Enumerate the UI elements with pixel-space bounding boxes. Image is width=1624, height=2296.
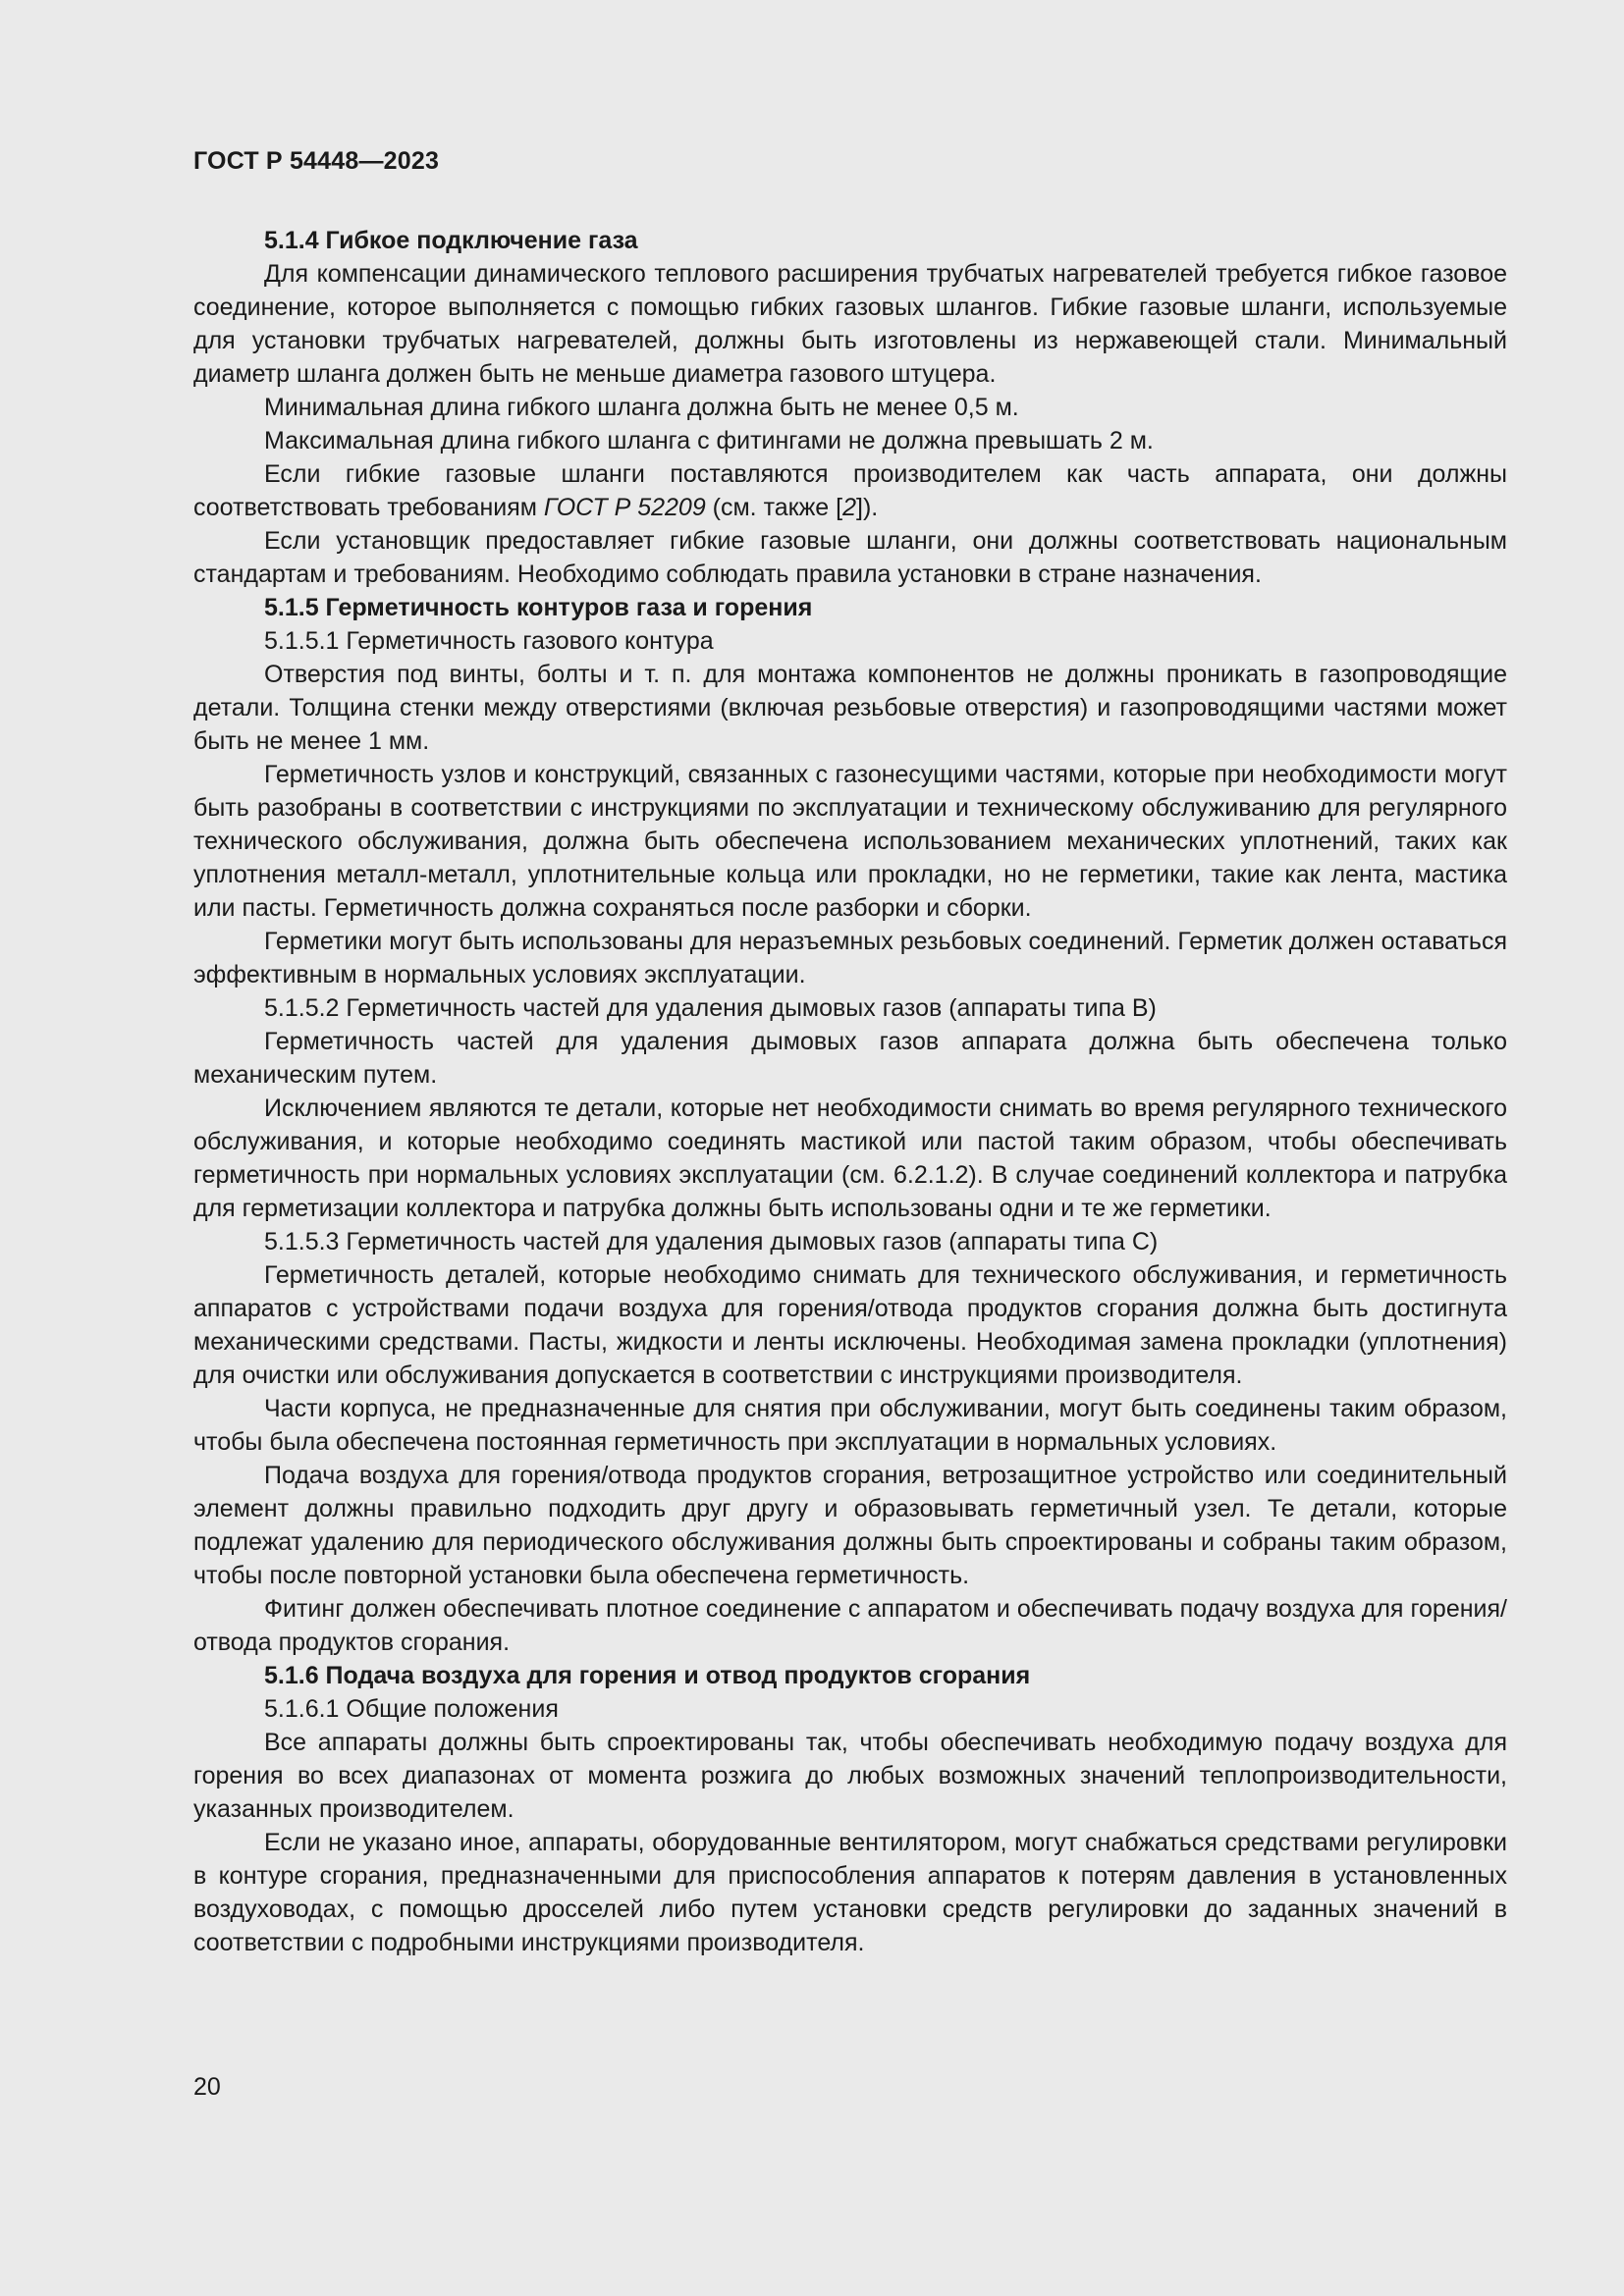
paragraph: Герметичность узлов и конструкций, связанных с газонесущими частями, которые при необходимости могут быть разобраны в соответствии с инструкциями по эксплуатации и техническому обслуживанию для регулярного технического обслуживания, должна быть обеспечена использованием механических уплотнений, таких как уплотнения металл-металл, уплотнительные кольца или прокладки, но не герметики, такие как лента, мастика или пасты. Герметичность должна сохраняться после разборки и сборки. <box>193 761 1507 922</box>
subsection-heading-5-1-5-1: 5.1.5.1 Герметичность газового контура <box>264 627 714 655</box>
section-heading-5-1-6: 5.1.6 Подача воздуха для горения и отвод продуктов сгорания <box>264 1662 1031 1689</box>
subsection-heading-5-1-5-2: 5.1.5.2 Герметичность частей для удаления дымовых газов (аппараты типа В) <box>264 994 1157 1022</box>
subsection-heading-5-1-6-1: 5.1.6.1 Общие положения <box>264 1695 559 1723</box>
section-heading-5-1-4: 5.1.4 Гибкое подключение газа <box>264 227 638 254</box>
paragraph: Исключением являются те детали, которые нет необходимости снимать во время регулярного технического обслуживания, и которые необходимо соединять мастикой или пастой таким образом, чтобы обеспечивать герметичность при нормальных условиях эксплуатации (см. 6.2.1.2). В случае соединений коллектора и патрубка для герметизации коллектора и патрубка должны быть использованы одни и те же герметики. <box>193 1095 1507 1222</box>
paragraph: Части корпуса, не предназначенные для снятия при обслуживании, могут быть соединены таким образом, чтобы была обеспечена постоянная герметичность при эксплуатации в нормальных условиях. <box>193 1395 1507 1456</box>
paragraph: Максимальная длина гибкого шланга с фитингами не должна превышать 2 м. <box>264 427 1154 454</box>
subsection-heading-5-1-5-3: 5.1.5.3 Герметичность частей для удаления дымовых газов (аппараты типа С) <box>264 1228 1159 1255</box>
bibliography-reference: 2 <box>842 494 857 521</box>
paragraph: Все аппараты должны быть спроектированы так, чтобы обеспечивать необходимую подачу воздуха для горения во всех диапазонах от момента розжига до любых возможных значений теплопроизводительности, указанных производителем. <box>193 1729 1507 1823</box>
paragraph: Подача воздуха для горения/отвода продуктов сгорания, ветрозащитное устройство или соединительный элемент должны правильно подходить друг другу и образовывать герметичный узел. Те детали, которые подлежат удалению для периодического обслуживания должны быть спроектированы и собраны таким образом, чтобы после повторной установки была обеспечена герметичность. <box>193 1462 1507 1589</box>
document-header: ГОСТ Р 54448—2023 <box>193 147 440 175</box>
document-body <box>193 224 1507 1959</box>
paragraph: Для компенсации динамического теплового расширения трубчатых нагревателей требуется гибкое газовое соединение, которое выполняется с помощью гибких газовых шлангов. Гибкие газовые шланги, используемые для установки трубчатых нагревателей, должны быть изготовлены из нержавеющей стали. Минимальный диаметр шланга должен быть не меньше диаметра газового штуцера. <box>193 260 1507 388</box>
paragraph: Герметики могут быть использованы для неразъемных резьбовых соединений. Герметик должен оставаться эффективным в нормальных условиях эксплуатации. <box>193 928 1507 988</box>
paragraph: Если установщик предоставляет гибкие газовые шланги, они должны соответствовать национальным стандартам и требованиям. Необходимо соблюдать правила установки в стране назначения. <box>193 527 1507 588</box>
paragraph-text: (см. также [ <box>705 494 843 521</box>
paragraph: Минимальная длина гибкого шланга должна быть не менее 0,5 м. <box>264 394 1019 421</box>
paragraph: Герметичность деталей, которые необходимо снимать для технического обслуживания, и герметичность аппаратов с устройствами подачи воздуха для горения/отвода продуктов сгорания должна быть достигнута механическими средствами. Пасты, жидкости и ленты исключены. Необходимая замена прокладки (уплотнения) для очистки или обслуживания допускается в соответствии с инструкциями производителя. <box>193 1261 1507 1389</box>
paragraph-with-reference <box>193 457 1507 524</box>
paragraph-text: ]). <box>856 494 879 521</box>
paragraph: Если не указано иное, аппараты, оборудованные вентилятором, могут снабжаться средствами регулировки в контуре сгорания, предназначенными для приспособления аппаратов к потерям давления в установленных воздуховодах, с помощью дросселей либо путем установки средств регулировки до заданных значений в соответствии с подробными инструкциями производителя. <box>193 1829 1507 1956</box>
standard-reference: ГОСТ Р 52209 <box>543 494 706 521</box>
paragraph: Отверстия под винты, болты и т. п. для монтажа компонентов не должны проникать в газопроводящие детали. Толщина стенки между отверстиями (включая резьбовые отверстия) и газопроводящими частями может быть не менее 1 мм. <box>193 661 1507 755</box>
paragraph-text: Если гибкие газовые шланги поставляются производителем как часть аппарата, они должны соответствовать требованиям <box>193 460 1507 521</box>
paragraph: Фитинг должен обеспечивать плотное соединение с аппаратом и обеспечивать подачу воздуха для горения/отвода продуктов сгорания. <box>193 1595 1507 1656</box>
section-heading-5-1-5: 5.1.5 Герметичность контуров газа и горения <box>264 594 813 621</box>
page-number: 20 <box>193 2073 221 2101</box>
paragraph: Герметичность частей для удаления дымовых газов аппарата должна быть обеспечена только механическим путем. <box>193 1028 1507 1089</box>
